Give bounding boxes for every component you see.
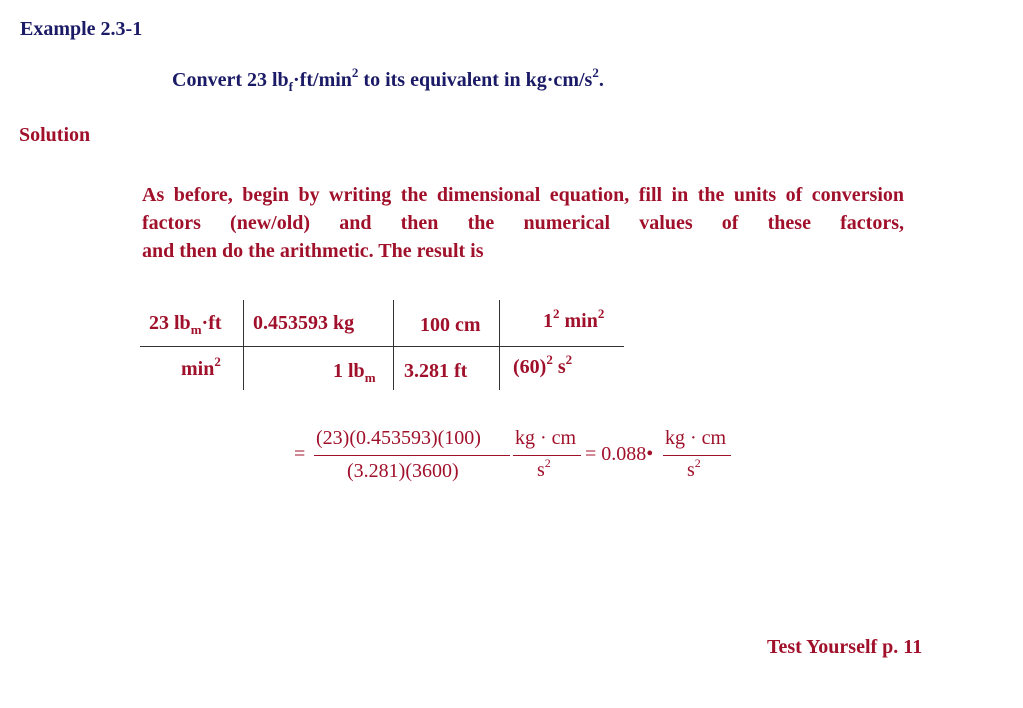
cell-sup: 2 xyxy=(553,306,560,322)
unit-denominator-1 xyxy=(537,456,551,482)
fraction-bar-1 xyxy=(314,455,510,456)
unit-numerator-2: kg · cm xyxy=(665,427,727,449)
cell-text: ·ft xyxy=(201,312,222,334)
problem-sup2: 2 xyxy=(592,65,599,81)
problem-end: . xyxy=(598,69,604,91)
problem-suffix: to its equivalent in kg·cm/s xyxy=(358,69,593,91)
cell-text: min xyxy=(181,358,215,380)
table-divider-1 xyxy=(243,300,244,390)
cell-sup: 2 xyxy=(597,306,605,322)
numerator-1: (23)(0.453593)(100) xyxy=(316,427,481,449)
table-top-cell-4 xyxy=(543,306,605,333)
solution-heading: Solution xyxy=(19,124,91,146)
unit-sup: 2 xyxy=(544,456,551,471)
equals-sign-1: = xyxy=(294,443,306,465)
table-top-cell-2: 0.453593 kg xyxy=(253,312,355,334)
problem-mid: ·ft/min xyxy=(293,69,352,91)
table-bottom-cell-3: 3.281 ft xyxy=(404,360,468,382)
cell-sub: m xyxy=(190,322,202,337)
table-bottom-cell-1 xyxy=(181,354,221,381)
table-divider-3 xyxy=(499,300,500,390)
table-divider-2 xyxy=(393,300,394,390)
problem-statement xyxy=(172,65,604,94)
example-title: Example 2.3-1 xyxy=(20,18,143,40)
problem-sup1: 2 xyxy=(351,65,359,81)
paragraph-body: As before, begin by writing the dimensional equation, fill in the units of conversion factors (new/old) and then the numerical values of these factors, xyxy=(142,184,904,234)
equals-result: = 0.088• xyxy=(585,443,654,465)
unit-base: s xyxy=(537,459,545,481)
table-horizontal-rule xyxy=(140,346,624,347)
unit-denominator-2 xyxy=(687,456,701,482)
cell-text: 23 lb xyxy=(149,312,191,334)
paragraph-last-line: and then do the arithmetic. The result is xyxy=(142,240,484,262)
unit-numerator-1: kg · cm xyxy=(515,427,577,449)
solution-paragraph xyxy=(142,181,904,265)
table-top-cell-1 xyxy=(149,312,222,335)
unit-sup: 2 xyxy=(694,456,701,471)
unit-base: s xyxy=(687,459,695,481)
cell-text: 1 xyxy=(543,310,553,332)
cell-sup: 2 xyxy=(546,352,553,368)
table-top-cell-3: 100 cm xyxy=(420,314,481,336)
cell-sup: 2 xyxy=(214,354,221,370)
table-bottom-cell-4 xyxy=(513,352,573,379)
cell-text: 1 lb xyxy=(333,360,365,382)
problem-sub-f: f xyxy=(288,79,294,94)
cell-text: (60) xyxy=(513,356,547,378)
cell-sup: 2 xyxy=(565,352,573,368)
cell-text: min xyxy=(559,310,598,332)
denominator-1: (3.281)(3600) xyxy=(347,460,459,482)
table-bottom-cell-2 xyxy=(333,360,376,383)
test-yourself-reference: Test Yourself p. 11 xyxy=(767,636,923,658)
cell-text: s xyxy=(552,356,566,378)
cell-sub: m xyxy=(364,370,376,385)
problem-prefix: Convert 23 lb xyxy=(172,69,289,91)
